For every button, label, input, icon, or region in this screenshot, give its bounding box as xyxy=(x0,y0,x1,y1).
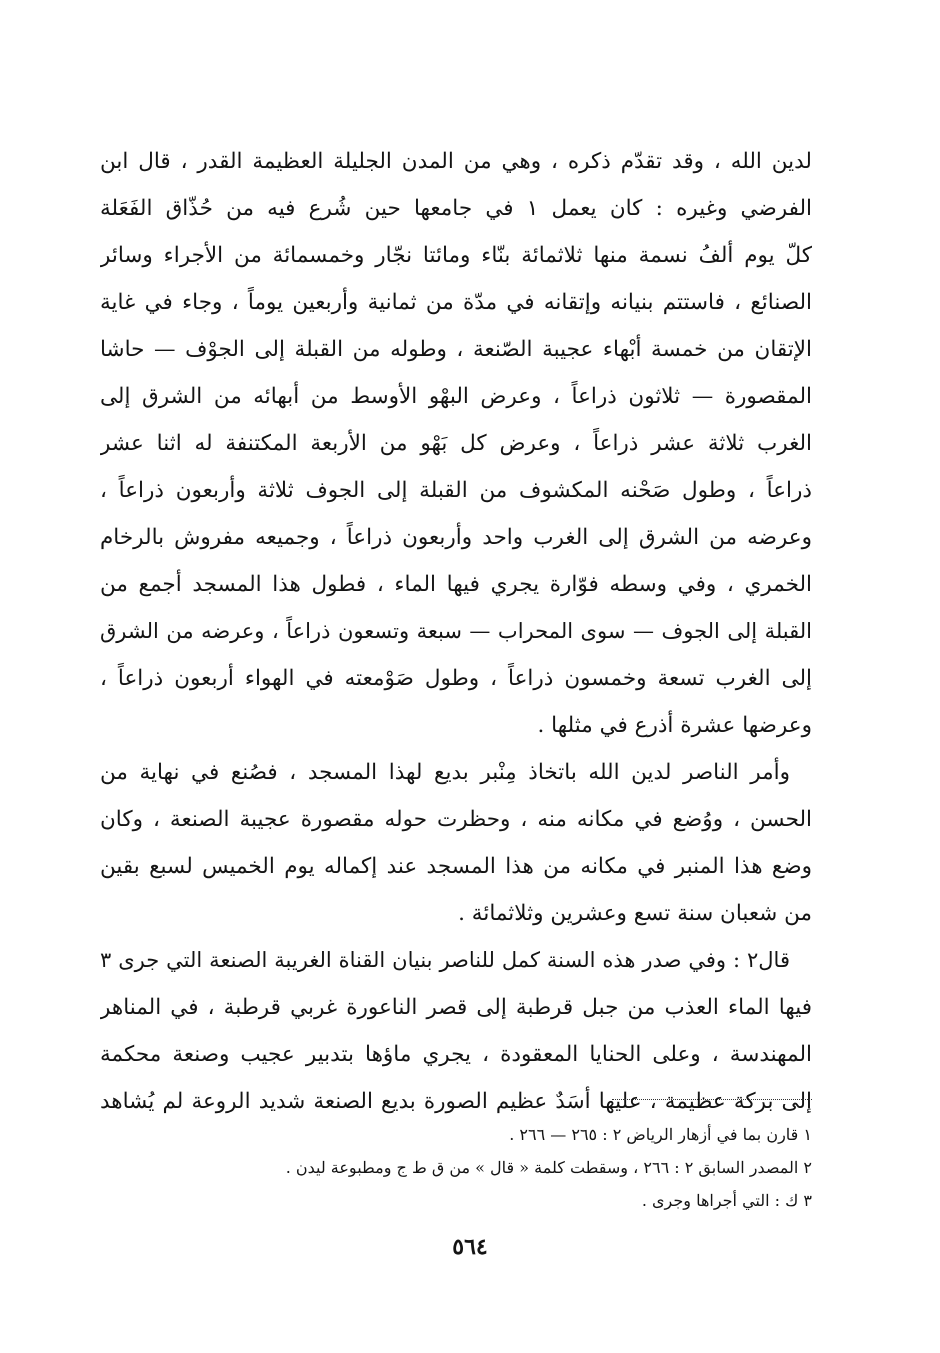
text-line: الصنائع ، فاستتم بنيانه وإتقانه في مدّة من ثمانية وأربعين يوماً ، وجاء في غاية xyxy=(100,290,812,315)
footnote-2: ٢ المصدر السابق ٢ : ٢٦٦ ، وسقطت كلمة « قال » من ق ط ج ومطبوعة ليدن . xyxy=(285,1158,812,1177)
footnote-1: ١ قارن بما في أزهار الرياض ٢ : ٢٦٥ — ٢٦٦ . xyxy=(509,1125,812,1144)
text-line: المهندسة ، وعلى الحنايا المعقودة ، يجري ماؤها بتدبير عجيب وصنعة محكمة xyxy=(100,1042,812,1067)
paragraph-1 xyxy=(100,138,812,749)
text-line: وضع هذا المنبر في مكانه من هذا المسجد عند إكماله يوم الخميس لسبع بقين xyxy=(100,854,812,879)
text-line: القبلة إلى الجوف — سوى المحراب — سبعة وتسعون ذراعاً ، وعرضه من الشرق xyxy=(100,619,812,643)
text-line: وأمر الناصر لدين الله باتخاذ مِنْبر بديع لهذا المسجد ، فصُنع في نهاية من xyxy=(100,760,790,785)
text-line: كلّ يوم ألفُ نسمة منها ثلاثمائة بنّاء ومائتا نجّار وخمسمائة من الأجراء وسائر xyxy=(100,243,812,268)
paragraph-2 xyxy=(100,749,812,937)
text-line: ذراعاً ، وطول صَحْنه المكشوف من القبلة إلى الجوف ثلاثة وأربعون ذراعاً ، xyxy=(100,478,812,503)
text-line: وعرضه من الشرق إلى الغرب واحد وأربعون ذراعاً ، وجميعه مفروش بالرخام xyxy=(100,525,812,550)
text-line: الفرضي وغيره : كان يعمل ١ في جامعها حين شُرع فيه من حُذّاق الفَعَلة xyxy=(100,196,812,221)
text-line: وعرضها عشرة أذرع في مثلها . xyxy=(537,713,812,738)
text-line: فيها الماء العذب من جبل قرطبة إلى قصر الناعورة غربي قرطبة ، في المناهر xyxy=(100,995,812,1020)
text-line: قال٢ : وفي صدر هذه السنة كمل للناصر بنيان القناة الغريبة الصنعة التي جرى ٣ xyxy=(100,948,790,972)
text-line: الخمري ، وفي وسطه فوّارة يجري فيها الماء ، فطول هذا المسجد أجمع من xyxy=(100,572,812,597)
text-line: لدين الله ، وقد تقدّم ذكره ، وهي من المدن الجليلة العظيمة القدر ، قال ابن xyxy=(100,149,812,174)
text-line: من شعبان سنة تسع وعشرين وثلاثمائة . xyxy=(458,901,812,926)
page-number: ٥٦٤ xyxy=(452,1234,488,1260)
footnotes xyxy=(100,1118,812,1217)
footnote-separator xyxy=(612,1099,812,1100)
main-text xyxy=(100,138,812,1125)
text-line: الإتقان من خمسة أبْهاء عجيبة الصّنعة ، وطوله من القبلة إلى الجوْف — حاشا xyxy=(100,337,812,362)
text-line: المقصورة — ثلاثون ذراعاً ، وعرض البهْو الأوسط من أبهائه من الشرق إلى xyxy=(100,384,812,409)
text-line: الحسن ، ووُضع في مكانه منه ، وحظرت حوله مقصورة عجيبة الصنعة ، وكان xyxy=(100,807,812,832)
text-line: إلى بركة عظيمة ، عليها أسَدٌ عظيم الصورة بديع الصنعة شديد الروعة لم يُشاهد xyxy=(100,1089,812,1114)
paragraph-3 xyxy=(100,937,812,1125)
text-line: الغرب ثلاثة عشر ذراعاً ، وعرض كل بَهْو من الأربعة المكتنفة له اثنا عشر xyxy=(100,431,812,456)
text-line: إلى الغرب تسعة وخمسون ذراعاً ، وطول صَوْمعته في الهواء أربعون ذراعاً ، xyxy=(100,666,812,691)
footnote-3: ٣ ك : التي أجراها وجرى . xyxy=(641,1191,812,1210)
